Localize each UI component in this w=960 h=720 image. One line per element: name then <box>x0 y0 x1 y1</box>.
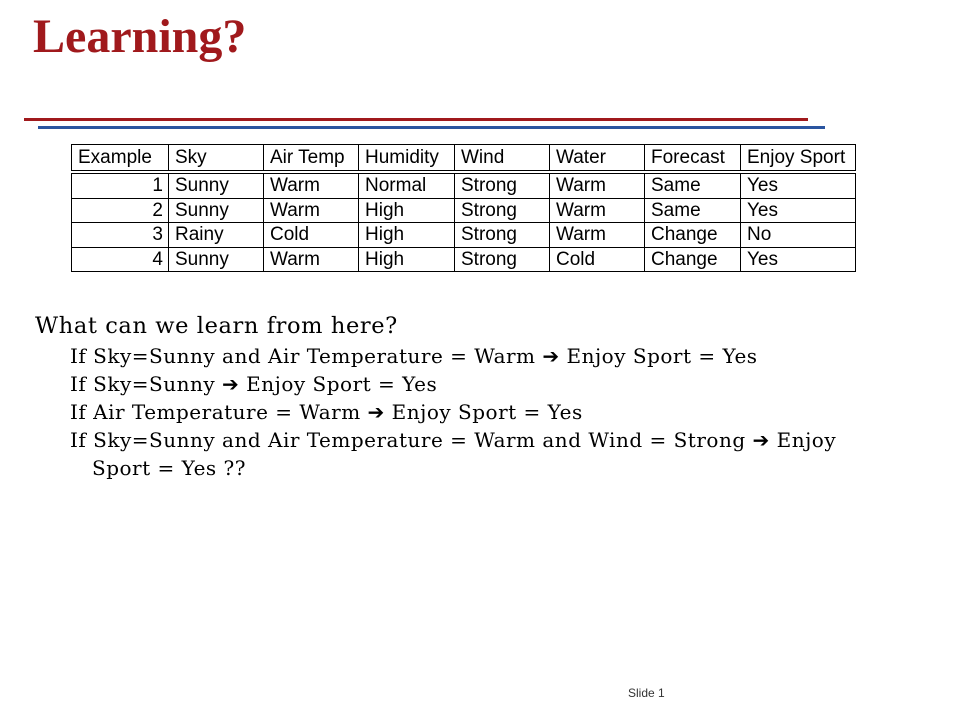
bullet-item: If Sky=Sunny and Air Temperature = Warm ➔ Enjoy Sport = Yes <box>70 344 758 368</box>
bullet-item: If Sky=Sunny ➔ Enjoy Sport = Yes <box>70 372 438 396</box>
question-text: What can we learn from here? <box>35 313 398 339</box>
table-cell: Warm <box>264 247 359 272</box>
table-header-cell: Enjoy Sport <box>741 145 856 171</box>
table-cell: High <box>359 223 455 248</box>
table-header-row <box>72 145 856 171</box>
table-header-cell: Humidity <box>359 145 455 171</box>
table-cell: Warm <box>550 223 645 248</box>
table-cell: Warm <box>550 198 645 223</box>
table-header-cell: Water <box>550 145 645 171</box>
example-number-cell: 4 <box>72 247 169 272</box>
table-cell: Strong <box>455 174 550 199</box>
table-cell: Change <box>645 223 741 248</box>
table-cell: Warm <box>264 174 359 199</box>
table-header-cell: Wind <box>455 145 550 171</box>
title-underline-red <box>24 118 808 121</box>
table-row <box>72 198 856 223</box>
table-row <box>72 223 856 248</box>
table-cell: No <box>741 223 856 248</box>
title-underline-blue <box>38 126 825 129</box>
bullet-list <box>70 342 865 482</box>
table-cell: Strong <box>455 247 550 272</box>
example-number-cell: 1 <box>72 174 169 199</box>
table-cell: High <box>359 247 455 272</box>
table-cell: Warm <box>264 198 359 223</box>
table-cell: Same <box>645 174 741 199</box>
table-cell: Yes <box>741 247 856 272</box>
table-cell: Yes <box>741 174 856 199</box>
slide-title: Learning? <box>33 10 247 63</box>
table-cell: Strong <box>455 223 550 248</box>
slide-number: Slide 1 <box>628 686 665 700</box>
bullet-item: If Sky=Sunny and Air Temperature = Warm and Wind = Strong ➔ Enjoy Sport = Yes ?? <box>70 428 837 480</box>
table-header-cell: Example <box>72 145 169 171</box>
table-header-cell: Forecast <box>645 145 741 171</box>
table-cell: Cold <box>264 223 359 248</box>
table-cell: Warm <box>550 174 645 199</box>
table-row <box>72 174 856 199</box>
table-cell: Sunny <box>169 174 264 199</box>
table-cell: Same <box>645 198 741 223</box>
table-row <box>72 247 856 272</box>
table-cell: Rainy <box>169 223 264 248</box>
bullet-item: If Air Temperature = Warm ➔ Enjoy Sport = Yes <box>70 400 583 424</box>
table-header-cell: Sky <box>169 145 264 171</box>
table-cell: Sunny <box>169 247 264 272</box>
training-table-header <box>71 144 856 171</box>
table-cell: Normal <box>359 174 455 199</box>
table-cell: Yes <box>741 198 856 223</box>
training-table-body <box>71 173 856 272</box>
table-cell: Strong <box>455 198 550 223</box>
table-cell: Change <box>645 247 741 272</box>
table-cell: Cold <box>550 247 645 272</box>
table-cell: High <box>359 198 455 223</box>
table-cell: Sunny <box>169 198 264 223</box>
example-number-cell: 3 <box>72 223 169 248</box>
example-number-cell: 2 <box>72 198 169 223</box>
table-header-cell: Air Temp <box>264 145 359 171</box>
